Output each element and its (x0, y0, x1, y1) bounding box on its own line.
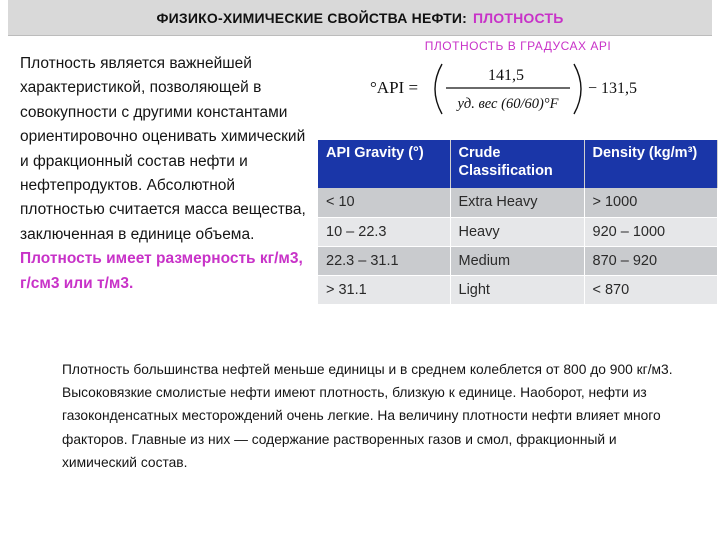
cell-api: > 31.1 (318, 275, 450, 304)
cell-classification: Light (450, 275, 584, 304)
cell-density: < 870 (584, 275, 718, 304)
density-summary-paragraph: Плотность большинства нефтей меньше единицы и в среднем колеблется от 800 до 900 кг/м3. Высоковязкие смолистые нефти имеют плотность, близкую к единице. Наоборот, нефти из газоконденсатных месторождений очень легкие. На величину плотности нефти влияет много факторов. Главные из них — содержание растворенных газов и смол, фракционный и химический состав. (62, 362, 673, 470)
column-header-density: Density (kg/m³) (584, 140, 718, 188)
definition-paragraph: Плотность является важнейшей характеристикой, позволяющей в совокупности с другими константами ориентировочно оценивать химический и фракционный состав нефти и нефтепродуктов. Абсолютной плотностью считается масса вещества, заключенная в единице объема. (20, 55, 306, 243)
formula-right-paren (574, 64, 581, 114)
title-main: ФИЗИКО-ХИМИЧЕСКИЕ СВОЙСТВА НЕФТИ: (156, 9, 467, 26)
formula-numerator: 141,5 (488, 67, 524, 84)
formula-lhs: °API = (370, 78, 419, 97)
cell-density: 920 – 1000 (584, 217, 718, 246)
cell-api: 22.3 – 31.1 (318, 246, 450, 275)
table-row (318, 188, 718, 217)
cell-classification: Extra Heavy (450, 188, 584, 217)
column-header-classification: Crude Classification (450, 140, 584, 188)
formula-rhs: − 131,5 (588, 80, 638, 97)
cell-density: > 1000 (584, 188, 718, 217)
cell-density: 870 – 920 (584, 246, 718, 275)
definition-text-block (20, 52, 312, 296)
formula-left-paren (435, 64, 442, 114)
units-highlight: Плотность имеет размерность кг/м3, г/см3 или т/м3. (20, 250, 303, 292)
formula-denominator: уд. вес (60/60)°F (457, 96, 559, 112)
table-header-row (318, 140, 718, 188)
api-classification-table (318, 140, 718, 305)
api-heading: ПЛОТНОСТЬ В ГРАДУСАХ API (424, 39, 612, 53)
cell-api: 10 – 22.3 (318, 217, 450, 246)
cell-classification: Heavy (450, 217, 584, 246)
table-row (318, 275, 718, 304)
table-row (318, 246, 718, 275)
api-formula (366, 58, 666, 120)
cell-api: < 10 (318, 188, 450, 217)
table-row (318, 217, 718, 246)
column-header-api: API Gravity (°) (318, 140, 450, 188)
title-highlight: ПЛОТНОСТЬ (472, 9, 564, 26)
cell-classification: Medium (450, 246, 584, 275)
slide-title (8, 0, 712, 36)
